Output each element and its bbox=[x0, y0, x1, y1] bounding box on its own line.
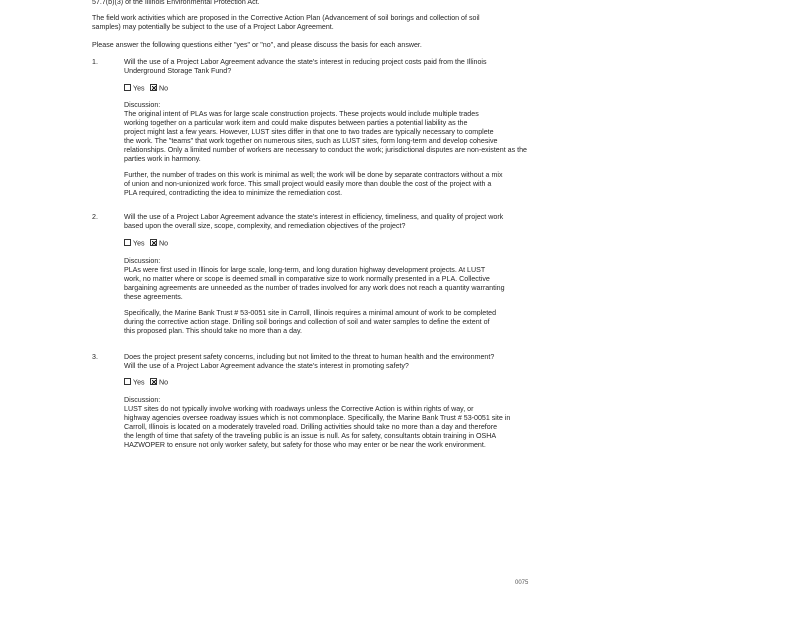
discussion-line: the work. The "teams" that work together on numerous sites, such as LUST sites, form long-term and develop cohesive bbox=[124, 137, 498, 145]
question-text: based upon the overall size, scope, complexity, and remediation objectives of the project? bbox=[124, 222, 406, 230]
question-number: 1. bbox=[92, 58, 98, 66]
question-text: Will the use of a Project Labor Agreement advance the state's interest in efficiency, timeliness, and quality of project work bbox=[124, 213, 504, 221]
intro-line-1: The field work activities which are proposed in the Corrective Action Plan (Advancement of soil borings and collection of soil bbox=[92, 14, 480, 22]
instructions: Please answer the following questions either "yes" or "no", and please discuss the basis for each answer. bbox=[92, 41, 422, 49]
yes-checkbox[interactable] bbox=[124, 239, 145, 248]
yes-label: Yes bbox=[133, 239, 145, 248]
discussion-line: PLAs were first used in Illinois for large scale, long-term, and long duration highway development projects. At LUST bbox=[124, 266, 486, 274]
discussion-line: bargaining agreements are unneeded as the number of trades involved for any work does not reach a quantity warranting bbox=[124, 284, 505, 292]
checked-box-icon[interactable] bbox=[150, 378, 157, 385]
no-label: No bbox=[159, 84, 169, 93]
no-label: No bbox=[159, 239, 169, 248]
discussion-line: relationships. Only a limited number of workers are necessary to conduct the work; jurisdictional disputes are non-existent as the bbox=[124, 146, 527, 154]
discussion-line: this proposed plan. This should take no more than a day. bbox=[124, 327, 302, 335]
checkbox-box[interactable] bbox=[124, 239, 131, 246]
discussion-line: highway agencies oversee roadway issues which is not commonplace. Specifically, the Marine Bank Trust # 53-0051 site in bbox=[124, 414, 511, 422]
discussion-line: The original intent of PLAs was for large scale construction projects. These projects would include multiple trades bbox=[124, 110, 479, 118]
discussion-line: during the corrective action stage. Drilling soil borings and collection of soil and water samples to define the extent of bbox=[124, 318, 490, 326]
yes-checkbox[interactable] bbox=[124, 84, 145, 93]
discussion-label: Discussion: bbox=[124, 101, 161, 109]
discussion-line: project might last a few years. However, LUST sites differ in that one to two trades are typically necessary to complete bbox=[124, 128, 494, 136]
discussion-line: Further, the number of trades on this work is minimal as well; the work will be done by separate contractors without a mix bbox=[124, 171, 503, 179]
discussion-label: Discussion: bbox=[124, 396, 161, 404]
question-number: 3. bbox=[92, 353, 98, 361]
discussion-line: PLA required, contradicting the idea to minimize the remediation cost. bbox=[124, 189, 343, 197]
no-checkbox[interactable] bbox=[150, 239, 168, 248]
header-line: 57.7(b)(3) of the Illinois Environmental Protection Act. bbox=[92, 0, 260, 6]
question-text: Will the use of a Project Labor Agreement advance the state's interest in promoting safety? bbox=[124, 362, 409, 370]
discussion-line: the length of time that safety of the traveling public is an issue is null. As for safety, consultants obtain training in OSHA bbox=[124, 432, 497, 440]
discussion-line: these agreements. bbox=[124, 293, 183, 301]
page-mark: 0075 bbox=[515, 580, 529, 586]
no-checkbox[interactable] bbox=[150, 378, 168, 387]
discussion-line: parties work in harmony. bbox=[124, 155, 201, 163]
intro-line-2: samples) may potentially be subject to the use of a Project Labor Agreement. bbox=[92, 23, 334, 31]
checkbox-box[interactable] bbox=[124, 378, 131, 385]
checkbox-box[interactable] bbox=[124, 84, 131, 91]
discussion-line: Carroll, Illinois is located on a moderately traveled road. Drilling activities should take no more than a day and therefore bbox=[124, 423, 498, 431]
discussion-line: of union and non-unionized work force. This small project would easily more than double the cost of the project with a bbox=[124, 180, 492, 188]
discussion-line: work, no matter where or scope is deemed small in comparative size to work normally presented in a PLA. Collective bbox=[124, 275, 490, 283]
discussion-line: Specifically, the Marine Bank Trust # 53-0051 site in Carroll, Illinois requires a minimal amount of work to be completed bbox=[124, 309, 497, 317]
question-text: Will the use of a Project Labor Agreement advance the state's interest in reducing project costs paid from the Illinois bbox=[124, 58, 487, 66]
question-number: 2. bbox=[92, 213, 98, 221]
yes-label: Yes bbox=[133, 84, 145, 93]
discussion-line: working together on a particular work item and could make disputes between parties a potential liability as the bbox=[124, 119, 468, 127]
question-text: Underground Storage Tank Fund? bbox=[124, 67, 232, 75]
yes-label: Yes bbox=[133, 378, 145, 387]
yes-checkbox[interactable] bbox=[124, 378, 145, 387]
discussion-line: HAZWOPER to ensure not only worker safety, but safety for those who may enter or be near the work environment. bbox=[124, 441, 486, 449]
question-text: Does the project present safety concerns, including but not limited to the threat to human health and the environment? bbox=[124, 353, 495, 361]
no-label: No bbox=[159, 378, 169, 387]
checked-box-icon[interactable] bbox=[150, 84, 157, 91]
discussion-label: Discussion: bbox=[124, 257, 161, 265]
no-checkbox[interactable] bbox=[150, 84, 168, 93]
discussion-line: LUST sites do not typically involve working with roadways unless the Corrective Action is within rights of way, or bbox=[124, 405, 474, 413]
checked-box-icon[interactable] bbox=[150, 239, 157, 246]
